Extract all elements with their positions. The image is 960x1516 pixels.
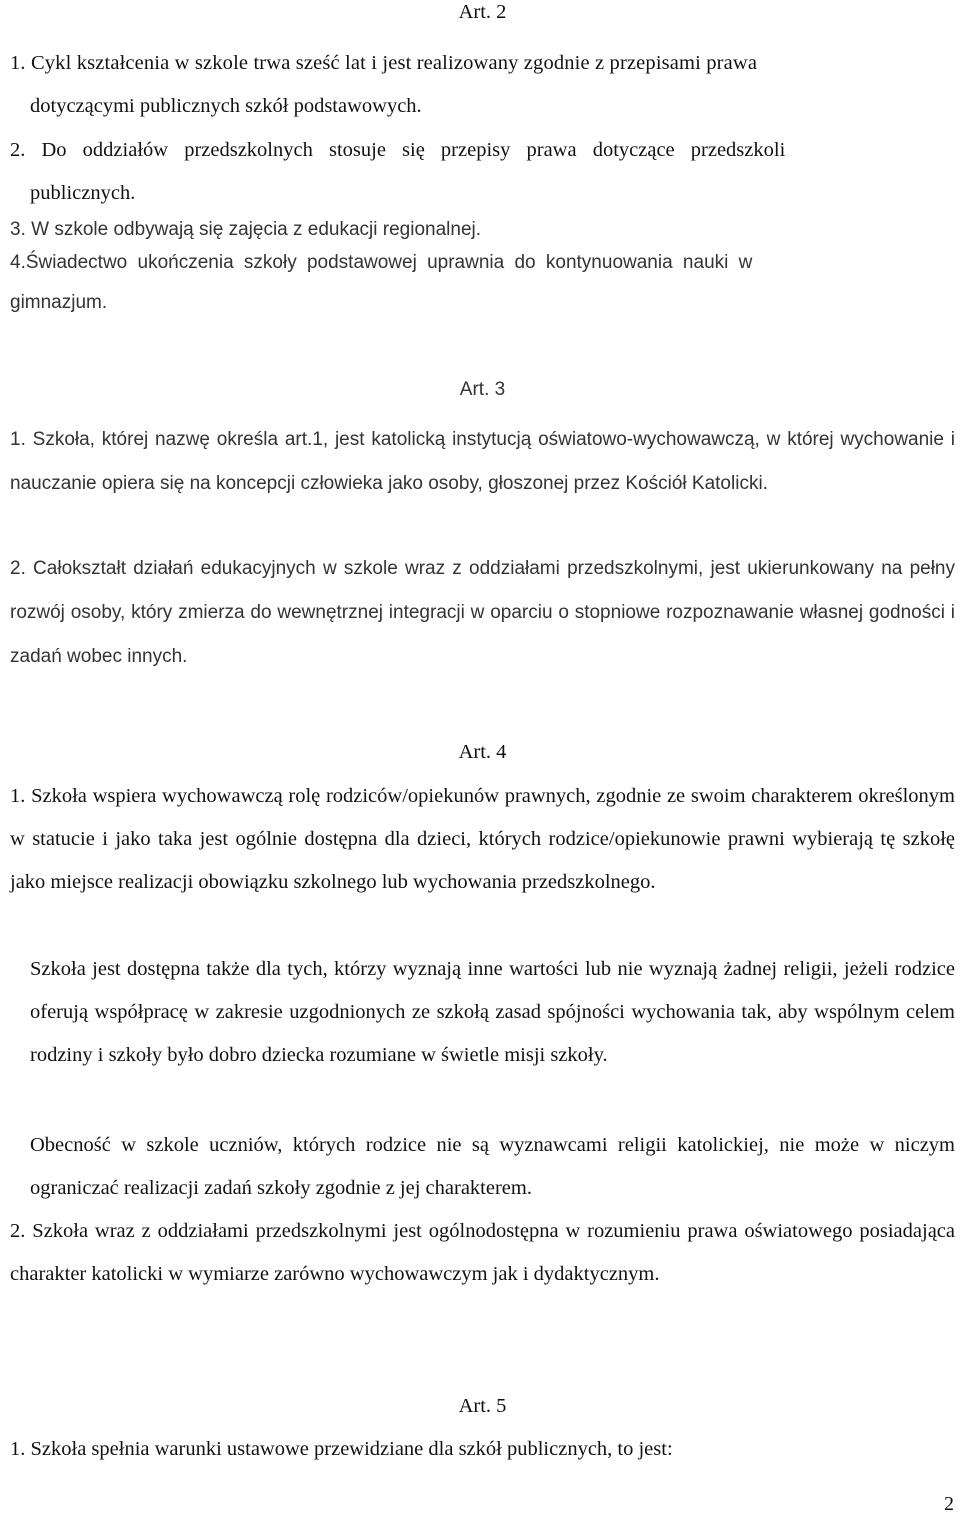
art4-paragraph-3: Obecność w szkole uczniów, których rodzice nie są wyznawcami religii katolickiej, nie może w niczym ograniczać realizacji zadań szkoły zgodnie z jej charakterem. [30, 1134, 955, 1199]
art4-heading: Art. 4 [458, 741, 507, 763]
art2-p2-line1: 2. Do oddziałów przedszkolnych stosuje się przepisy prawa dotyczące przedszkoli [10, 139, 786, 161]
art4-paragraph-1: 1. Szkoła wspiera wychowawczą rolę rodziców/opiekunów prawnych, zgodnie ze swoim charakterem określonym w statucie i jako taka jest ogólnie dostępna dla dzieci, których rodzice/opiekunowie prawni wybierają tę szkołę jako miejsce realizacji obowiązku szkolnego lub wychowania przedszkolnego. [10, 785, 955, 893]
art2-p2-line2: publicznych. [30, 182, 136, 204]
art2-paragraph-4 [10, 243, 955, 323]
art3-heading: Art. 3 [459, 379, 506, 400]
art4-paragraph-4: 2. Szkoła wraz z oddziałami przedszkolnymi jest ogólnodostępna w rozumieniu prawa oświatowego posiadająca charakter katolicki w wymiarze zarówno wychowawczym jak i dydaktycznym. [10, 1220, 955, 1285]
art3-paragraph-1: 1. Szkoła, której nazwę określa art.1, jest katolicką instytucją oświatowo-wychowawczą, w której wychowanie i nauczanie opiera się na koncepcji człowieka jako osoby, głoszonej przez Kościół Katolicki. [10, 429, 955, 494]
art2-heading: Art. 2 [458, 1, 507, 23]
art5-paragraph-1: 1. Szkoła spełnia warunki ustawowe przewidziane dla szkół publicznych, to jest: [10, 1438, 673, 1460]
art2-p4-line2: gimnazjum. [10, 292, 108, 313]
art2-p4-line1: 4.Świadectwo ukończenia szkoły podstawowej uprawnia do kontynuowania nauki w [10, 252, 753, 273]
page-number: 2 [944, 1493, 954, 1515]
art2-p1-line2: dotyczącymi publicznych szkół podstawowych. [30, 95, 422, 117]
art4-paragraph-2: Szkoła jest dostępna także dla tych, którzy wyznają inne wartości lub nie wyznają żadnej religii, jeżeli rodzice oferują współpracę w zakresie uzgodnionych ze szkołą zasad spójności wychowania tak, aby wspólnym celem rodziny i szkoły było dobro dziecka rozumiane w świetle misji szkoły. [30, 958, 955, 1066]
art2-paragraph-2 [10, 129, 955, 215]
art2-paragraph-1 [10, 42, 955, 128]
art5-heading: Art. 5 [458, 1395, 507, 1417]
art2-p1-line1: 1. Cykl kształcenia w szkole trwa sześć lat i jest realizowany zgodnie z przepisami prawa [10, 52, 758, 74]
art2-paragraph-3: 3. W szkole odbywają się zajęcia z edukacji regionalnej. [10, 219, 482, 240]
art3-paragraph-2: 2. Całokształt działań edukacyjnych w szkole wraz z oddziałami przedszkolnymi, jest ukierunkowany na pełny rozwój osoby, który zmierza do wewnętrznej integracji w oparciu o stopniowe rozpoznawanie własnej godności i zadań wobec innych. [10, 558, 955, 667]
